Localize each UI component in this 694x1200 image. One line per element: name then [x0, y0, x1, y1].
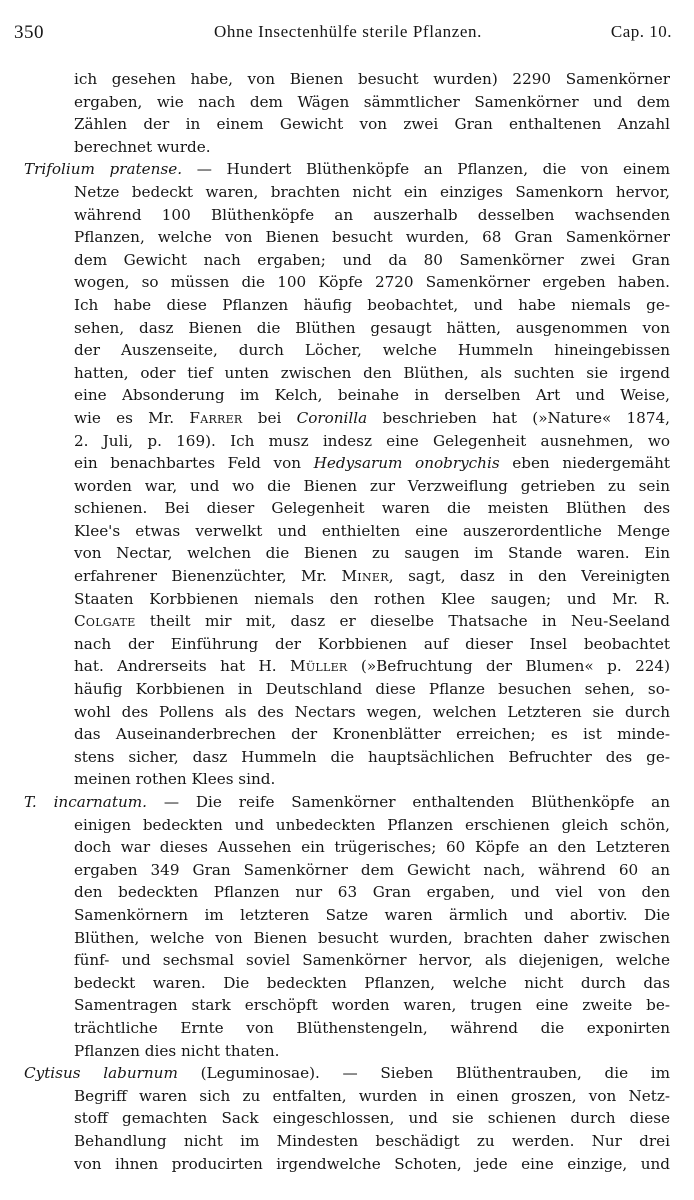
text-run: während 100 Blüthenköpfe an auszerhalb desselben wachsenden — [74, 205, 670, 224]
text-run: fünf- und sechsmal soviel Samenkörner hervor, als diejenigen, welche — [74, 951, 670, 970]
text-run: ein benachbartes Feld von — [74, 454, 314, 473]
text-run: , sagt, dasz in den Vereinigten — [388, 567, 670, 586]
text-line — [24, 1153, 670, 1176]
text-run: — Die reife Samenkörner enthaltenden Blüthenköpfe an — [146, 793, 670, 811]
text-run: Ich habe diese Pflanzen häufig beobachtet, und habe niemals ge- — [74, 295, 670, 314]
text-run: — Hundert Blüthenköpfe an Pflanzen, die von einem — [182, 160, 670, 179]
text-run: Pflanzen dies nicht thaten. — [74, 1041, 280, 1060]
text-run: ergaben, wie nach dem Wägen sämmtlicher Samenkörner und dem — [74, 92, 670, 111]
text-line — [24, 836, 670, 859]
text-run: trächtliche Ernte von Blüthenstengeln, während die exponirten — [74, 1018, 670, 1037]
text-line — [24, 452, 670, 475]
chapter-label: Cap. 10. — [610, 22, 672, 41]
small-caps-name: Colgate — [74, 612, 136, 631]
text-line — [24, 972, 670, 995]
text-line — [24, 407, 670, 430]
text-run: stens sicher, dasz Hummeln die hauptsächlichen Befruchter des ge- — [74, 747, 670, 766]
text-run: dem Gewicht nach ergaben; und da 80 Samenkörner zwei Gran — [74, 250, 670, 269]
text-run: das Auseinanderbrechen der Kronenblätter erreichen; es ist minde- — [74, 725, 670, 744]
running-title: Ohne Insectenhülfe sterile Pflanzen. — [214, 22, 483, 41]
text-line — [24, 1062, 670, 1085]
text-line — [24, 678, 670, 701]
italic-run: Hedysarum onobrychis — [313, 454, 500, 473]
text-run: beschrieben hat (»Nature« 1874, — [367, 408, 670, 427]
text-line — [24, 814, 670, 837]
text-run: nach der Einführung der Korbbienen auf dieser Insel beobachtet — [74, 634, 670, 653]
text-line — [24, 181, 670, 204]
text-line — [24, 949, 670, 972]
text-run: meinen rothen Klees sind. — [74, 770, 276, 789]
text-line — [24, 136, 670, 159]
text-line — [24, 249, 670, 272]
text-line — [24, 791, 670, 814]
text-run: eine Absonderung im Kelch, beinahe in derselben Art und Weise, — [74, 386, 670, 405]
text-run: von Nectar, welchen die Bienen zu saugen im Stande waren. Ein — [74, 544, 670, 563]
text-run: Staaten Korbbienen niemals den rothen Klee saugen; und Mr. R. — [74, 589, 670, 608]
text-run: Begriff waren sich zu entfalten, wurden in einen groszen, von Netz- — [74, 1086, 670, 1105]
text-line — [24, 542, 670, 565]
text-line — [24, 881, 670, 904]
text-line — [24, 362, 670, 385]
text-run: theilt mir mit, dasz er dieselbe Thatsache in Neu-Seeland — [135, 612, 670, 631]
text-run: hat. Andrerseits hat H. — [74, 657, 290, 676]
text-run: stoff gemachten Sack eingeschlossen, und sie schienen durch diese — [74, 1109, 670, 1128]
text-run: der Auszenseite, durch Löcher, welche Hummeln hineingebissen — [74, 341, 670, 360]
text-run: Netze bedeckt waren, brachten nicht ein einziges Samenkorn hervor, — [74, 182, 670, 201]
text-line — [24, 271, 670, 294]
text-line — [24, 294, 670, 317]
text-run: 2. Juli, p. 169). Ich musz indesz eine Gelegenheit ausnehmen, wo — [74, 431, 670, 450]
small-caps-name: Miner — [341, 567, 389, 586]
text-run: Blüthen, welche von Bienen besucht wurden, brachten daher zwischen — [74, 928, 670, 947]
italic-run: T. incarnatum. — [24, 793, 147, 811]
text-line — [24, 701, 670, 724]
text-run: ergaben 349 Gran Samenkörner dem Gewicht nach, während 60 an — [74, 860, 670, 879]
text-line — [24, 226, 670, 249]
text-line — [24, 497, 670, 520]
text-line — [24, 91, 670, 114]
text-line — [24, 113, 670, 136]
text-line — [24, 655, 670, 678]
text-run: hatten, oder tief unten zwischen den Blüthen, als suchten sie irgend — [74, 363, 670, 382]
text-run: Klee's etwas verwelkt und enthielten eine auszerordentliche Menge — [74, 521, 670, 540]
small-caps-name: Müller — [289, 657, 348, 676]
text-line — [24, 927, 670, 950]
text-line — [24, 768, 670, 791]
text-run: eben niedergemäht — [499, 454, 670, 473]
text-run: berechnet wurde. — [74, 137, 211, 156]
text-run: erfahrener Bienenzüchter, Mr. — [74, 567, 342, 586]
italic-run: Coronilla — [296, 408, 368, 427]
text-run: schienen. Bei dieser Gelegenheit waren die meisten Blüthen des — [74, 499, 670, 518]
text-run: Behandlung nicht im Mindesten beschädigt zu werden. Nur drei — [74, 1131, 670, 1150]
text-line — [24, 565, 670, 588]
text-line — [24, 430, 670, 453]
text-line — [24, 723, 670, 746]
text-line — [24, 859, 670, 882]
text-run: worden war, und wo die Bienen zur Verzweiflung getrieben zu sein — [74, 476, 670, 495]
text-run: wie es Mr. — [74, 408, 190, 427]
text-line — [24, 68, 670, 91]
text-line — [24, 339, 670, 362]
text-run: einigen bedeckten und unbedeckten Pflanzen erschienen gleich schön, — [74, 815, 670, 834]
small-caps-name: Farrer — [189, 408, 243, 427]
text-line — [24, 384, 670, 407]
text-line — [24, 1017, 670, 1040]
text-run: ich gesehen habe, von Bienen besucht wurden) 2290 Samenkörner — [74, 70, 670, 88]
page-header — [14, 22, 672, 46]
text-line — [24, 746, 670, 769]
text-run: Pflanzen, welche von Bienen besucht wurden, 68 Gran Samenkörner — [74, 228, 670, 247]
text-run: den bedeckten Pflanzen nur 63 Gran ergaben, und viel von den — [74, 883, 670, 902]
text-run: wogen, so müssen die 100 Köpfe 2720 Samenkörner ergeben haben. — [74, 273, 670, 292]
text-line — [24, 588, 670, 611]
text-line — [24, 520, 670, 543]
text-line — [24, 904, 670, 927]
text-run: (Leguminosae). — Sieben Blüthentrauben, die im — [177, 1064, 670, 1083]
page-number: 350 — [14, 22, 44, 43]
text-line — [24, 1130, 670, 1153]
italic-run: Cytisus laburnum — [24, 1064, 178, 1083]
text-line — [24, 610, 670, 633]
text-run: Samentragen stark erschöpft worden waren, trugen eine zweite be- — [74, 996, 670, 1015]
text-line — [24, 204, 670, 227]
text-run: (»Befruchtung der Blumen« p. 224) — [347, 657, 670, 676]
text-line — [24, 994, 670, 1017]
text-run: bedeckt waren. Die bedeckten Pflanzen, welche nicht durch das — [74, 973, 670, 992]
text-run: wohl des Pollens als des Nectars wegen, welchen Letzteren sie durch — [74, 702, 670, 721]
text-run: bei — [242, 408, 297, 427]
text-run: sehen, dasz Bienen die Blüthen gesaugt hätten, ausgenommen von — [74, 318, 670, 337]
italic-run: Trifolium pratense. — [24, 160, 183, 179]
text-line — [24, 158, 670, 181]
text-line — [24, 317, 670, 340]
text-run: Samenkörnern im letzteren Satze waren ärmlich und abortiv. Die — [74, 905, 670, 924]
text-run: von ihnen producirten irgendwelche Schoten, jede eine einzige, und — [74, 1154, 670, 1173]
text-line — [24, 1040, 670, 1063]
text-run: häufig Korbbienen in Deutschland diese Pflanze besuchen sehen, so- — [74, 680, 670, 699]
body-text — [24, 68, 670, 1175]
text-line — [24, 633, 670, 656]
text-run: doch war dieses Aussehen ein trügerisches; 60 Köpfe an den Letzteren — [74, 838, 670, 857]
text-run: Zählen der in einem Gewicht von zwei Gran enthaltenen Anzahl — [74, 115, 670, 134]
text-line — [24, 475, 670, 498]
text-line — [24, 1107, 670, 1130]
text-line — [24, 1085, 670, 1108]
